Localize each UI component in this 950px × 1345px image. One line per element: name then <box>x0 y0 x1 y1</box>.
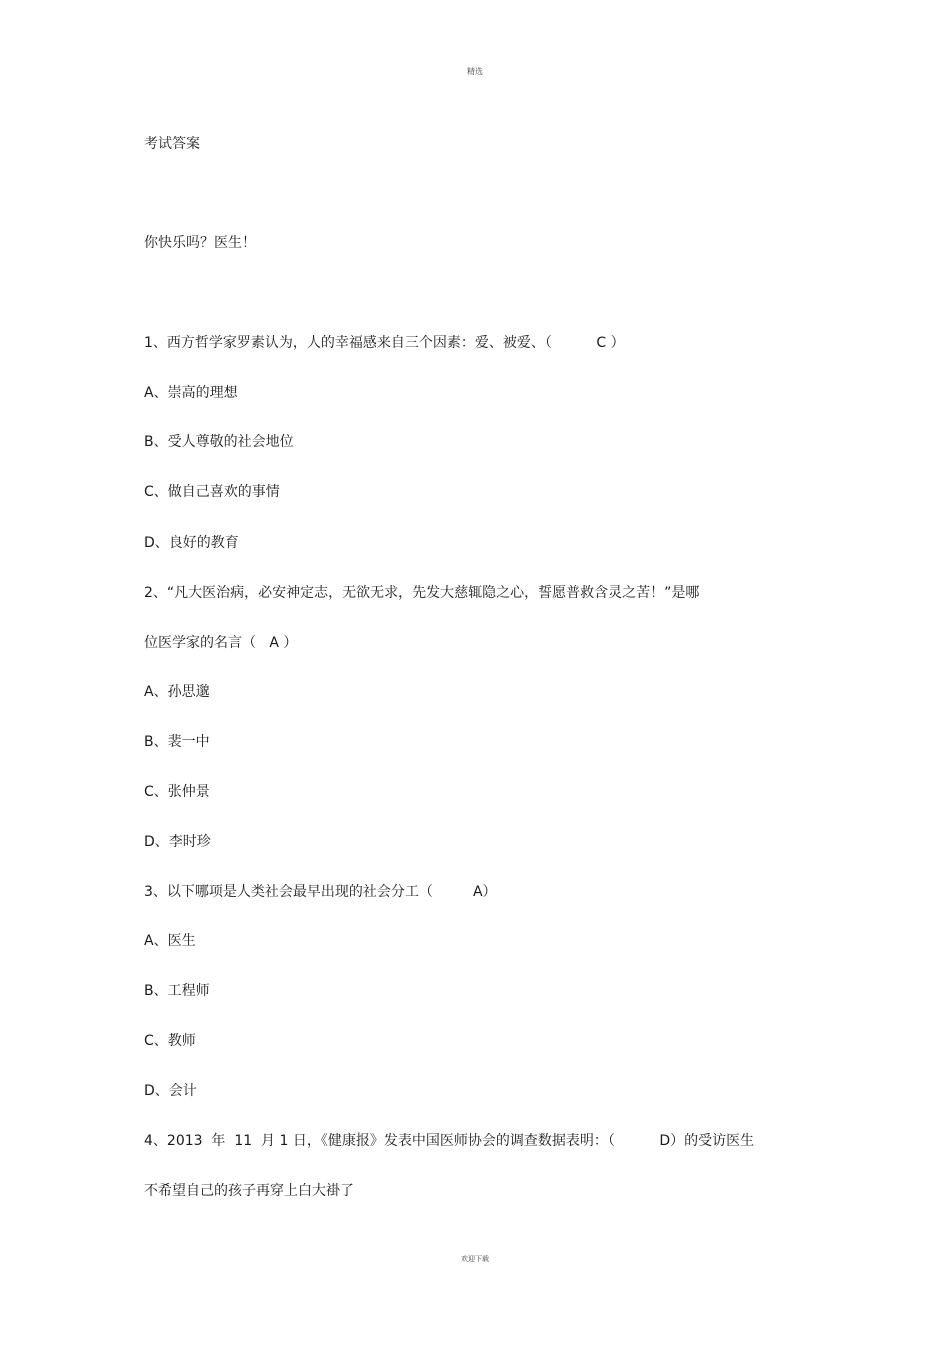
question-3-option-b: B、工程师 <box>144 983 210 999</box>
question-1-option-d: D、良好的教育 <box>144 535 239 551</box>
question-3-option-d: D、会计 <box>144 1083 197 1099</box>
question-3-option-c: C、教师 <box>144 1033 196 1049</box>
page-footer-mark: 欢迎下载 <box>461 1255 489 1263</box>
question-2-text: 2、“凡大医治病，必安神定志，无欲无求，先发大慈辄隐之心，誓愿普救含灵之苦！”是哪 <box>144 585 700 601</box>
question-3-text: 3、以下哪项是人类社会最早出现的社会分工（ A） <box>144 884 497 900</box>
question-2-option-b: B、裴一中 <box>144 734 210 750</box>
question-4-text: 4、2013 年 11 月 1 日，《健康报》发表中国医师协会的调查数据表明：（ D）的受访医生 <box>144 1133 755 1149</box>
question-1-text: 1、西方哲学家罗素认为，人的幸福感来自三个因素：爱、被爱、（ C ） <box>144 335 625 351</box>
question-1-option-b: B、受人尊敬的社会地位 <box>144 434 294 450</box>
question-2-option-d: D、李时珍 <box>144 834 211 850</box>
question-4-text-cont: 不希望自己的孩子再穿上白大褂了 <box>144 1183 354 1199</box>
question-1-option-c: C、做自己喜欢的事情 <box>144 484 280 500</box>
question-1-option-a: A、崇高的理想 <box>144 385 238 401</box>
document-title: 考试答案 <box>144 136 200 152</box>
document-subtitle: 你快乐吗？医生！ <box>144 235 256 251</box>
question-2-option-a: A、孙思邈 <box>144 684 210 700</box>
question-3-option-a: A、医生 <box>144 933 196 949</box>
page-header-mark: 精选 <box>467 67 483 76</box>
question-2-option-c: C、张仲景 <box>144 784 210 800</box>
question-2-text-cont: 位医学家的名言（ A ） <box>144 635 298 651</box>
